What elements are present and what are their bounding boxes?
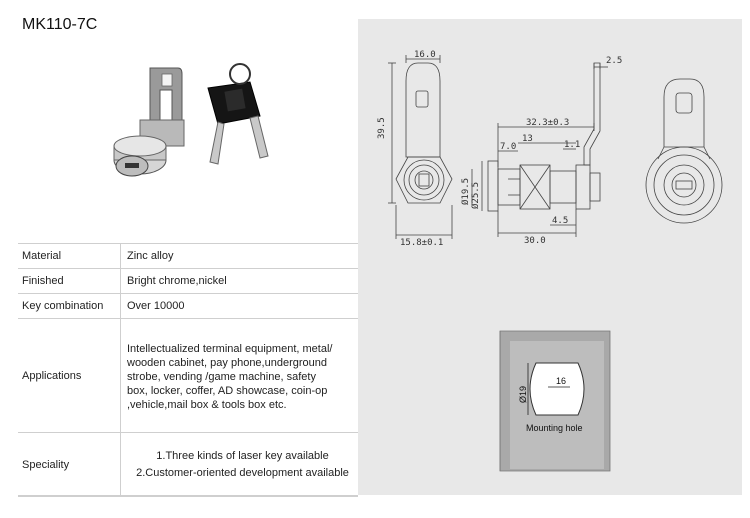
technical-drawing bbox=[358, 19, 742, 495]
spec-label: Applications bbox=[18, 319, 121, 432]
dim-hex: 15.8±0.1 bbox=[400, 238, 444, 248]
mounting-hole-label: Mounting hole bbox=[526, 423, 583, 433]
technical-drawing-panel bbox=[358, 19, 742, 495]
spec-value: Bright chrome,nickel bbox=[127, 275, 227, 287]
spec-label: Finished bbox=[18, 269, 121, 293]
spec-table bbox=[18, 243, 358, 497]
speciality-line: 2.Customer-oriented development available bbox=[136, 467, 349, 479]
spec-value: Intellectualized terminal equipment, metal/ wooden cabinet, pay phone,underground strobe, vending /game machine, safety box, locker, coffer, AD showcase, coin-op ,vehicle,mail box & tools box etc. bbox=[127, 342, 333, 411]
dim-4-5: 4.5 bbox=[552, 216, 569, 226]
side-view-flange bbox=[488, 161, 498, 211]
dim-dia-outer: Ø25.5 bbox=[471, 181, 481, 209]
dim-1-1: 1.1 bbox=[564, 140, 581, 150]
mounting-hole-diagram bbox=[500, 331, 610, 471]
spec-row-applications bbox=[18, 319, 358, 433]
spec-label: Key combination bbox=[18, 294, 121, 318]
spec-row-finished bbox=[18, 269, 358, 294]
dim-length-total: 32.3±0.3 bbox=[526, 118, 570, 128]
dim-height-left: 39.5 bbox=[377, 117, 387, 139]
spec-value: Zinc alloy bbox=[127, 250, 174, 262]
dim-30: 30.0 bbox=[524, 236, 546, 246]
spec-label: Speciality bbox=[18, 433, 121, 496]
dim-dia-inner: Ø19.5 bbox=[461, 177, 471, 205]
spec-row-material bbox=[18, 244, 358, 269]
spec-value: Over 10000 bbox=[127, 300, 185, 312]
side-view-cam bbox=[584, 63, 600, 165]
product-photo bbox=[100, 60, 290, 190]
dim-13: 13 bbox=[522, 134, 533, 144]
page-title: MK110-7C bbox=[22, 16, 98, 33]
speciality-line: 1.Three kinds of laser key available bbox=[156, 450, 329, 462]
dim-7: 7.0 bbox=[500, 142, 517, 152]
spec-row-key-combination bbox=[18, 294, 358, 319]
spec-row-speciality bbox=[18, 433, 358, 497]
mounting-hole-width: 16 bbox=[556, 376, 567, 386]
spec-value bbox=[121, 433, 358, 496]
dim-width-top: 16.0 bbox=[414, 50, 436, 60]
spec-label: Material bbox=[18, 244, 121, 268]
front-view-cam bbox=[406, 63, 440, 157]
mounting-hole-diameter: Ø19 bbox=[518, 385, 528, 403]
rear-view-body bbox=[646, 147, 722, 223]
divider bbox=[18, 495, 358, 496]
dim-thickness: 2.5 bbox=[606, 56, 623, 66]
